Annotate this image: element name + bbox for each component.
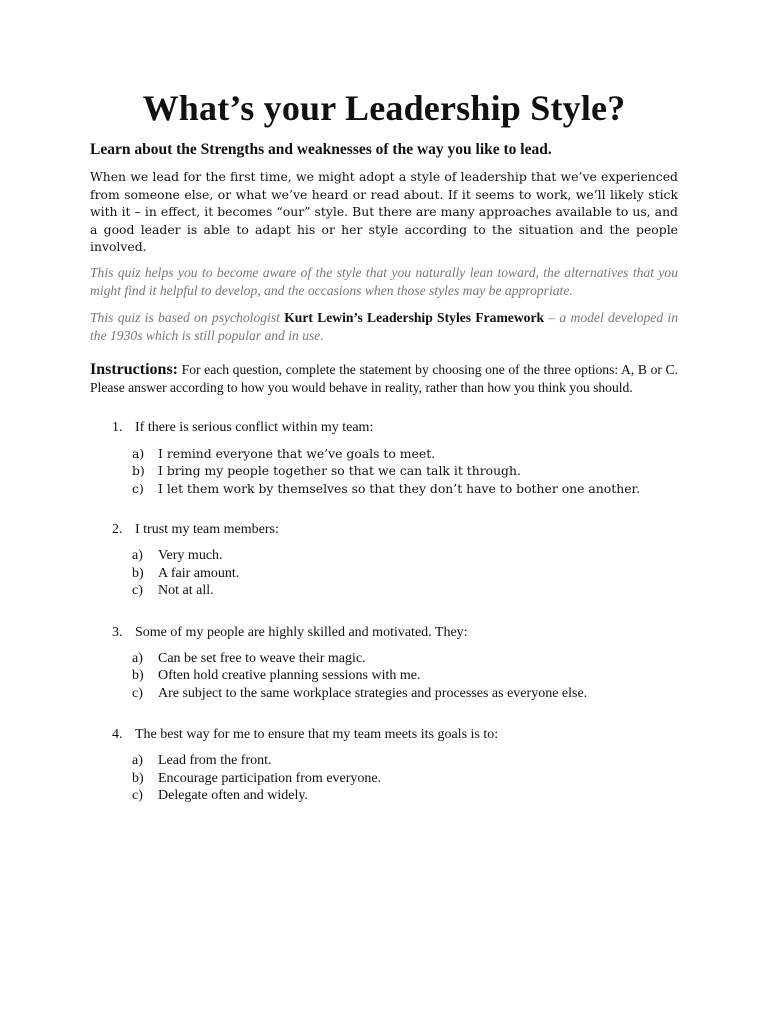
option-text: Encourage participation from everyone. xyxy=(158,770,382,786)
framework-name: Kurt Lewin’s Leadership Styles Framework xyxy=(284,309,545,325)
subtitle: Learn about the Strengths and weaknesses of the way you like to lead. xyxy=(90,141,552,158)
answer-option xyxy=(132,582,678,600)
question-item xyxy=(90,726,678,805)
option-text: Not at all. xyxy=(158,583,214,598)
option-text: Often hold creative planning sessions with me. xyxy=(158,668,421,683)
option-text: Very much. xyxy=(158,548,223,563)
intro-paragraph: When we lead for the first time, we might adopt a style of leadership that we’ve experienced from someone else, or what we’ve heard or read about. If it seems to work, we’ll likely stick with it – in effect, it becomes “our” style. But there are many approaches available to us, and a good leader is able to adapt his or her style according to the situation and the people involved. xyxy=(90,169,678,254)
option-text: I let them work by themselves so that they don’t have to bother one another. xyxy=(158,480,641,496)
quiz-basis-before: This quiz is based on psychologist xyxy=(90,309,285,325)
document-page xyxy=(90,88,678,829)
question-item xyxy=(90,624,678,703)
question-line xyxy=(90,419,678,437)
option-list xyxy=(90,650,678,703)
instructions-text: For each question, complete the statement by choosing one of the three options: A, B or C. Please answer according to how you would behave in reality, rather than how you think you should. xyxy=(90,361,678,395)
question-number: 1. xyxy=(112,419,123,435)
option-letter: a) xyxy=(132,548,143,563)
option-text: Lead from the front. xyxy=(158,753,272,768)
answer-option xyxy=(132,650,678,668)
answer-option xyxy=(132,462,678,480)
question-item xyxy=(90,521,678,600)
question-text: Some of my people are highly skilled and motivated. They: xyxy=(135,624,468,640)
option-letter: c) xyxy=(132,583,143,598)
quiz-basis-after: – a model developed in the 1930s which is still popular and in use. xyxy=(90,309,679,343)
option-text: A fair amount. xyxy=(158,565,240,581)
answer-option xyxy=(132,685,678,703)
option-letter: c) xyxy=(132,480,144,496)
answer-option xyxy=(132,770,678,788)
option-text: I bring my people together so that we can talk it through. xyxy=(158,463,521,478)
quiz-basis-paragraph xyxy=(90,309,678,346)
answer-option xyxy=(132,480,678,498)
quiz-purpose-paragraph: This quiz helps you to become aware of the style that you naturally lean toward, the alternatives that you might find it helpful to develop, and the occasions when those styles may be appropriate. xyxy=(90,264,678,298)
option-list xyxy=(90,445,678,498)
question-line xyxy=(90,521,678,539)
answer-option xyxy=(132,752,678,770)
answer-option xyxy=(132,565,678,583)
answer-option xyxy=(132,667,678,685)
option-letter: a) xyxy=(132,650,143,666)
option-text: Delegate often and widely. xyxy=(158,788,308,803)
option-letter: b) xyxy=(132,668,144,683)
option-list xyxy=(90,547,678,600)
option-letter: c) xyxy=(132,685,143,701)
option-list xyxy=(90,752,678,805)
answer-option xyxy=(132,787,678,805)
question-text: If there is serious conflict within my team: xyxy=(135,419,374,435)
question-number: 4. xyxy=(112,727,123,742)
option-letter: b) xyxy=(132,463,145,478)
page-title: What’s your Leadership Style? xyxy=(142,88,626,128)
answer-option xyxy=(132,445,678,463)
instructions-label: Instructions: xyxy=(90,360,179,378)
question-line xyxy=(90,624,678,642)
option-letter: c) xyxy=(132,788,143,803)
question-text: The best way for me to ensure that my team meets its goals is to: xyxy=(135,727,499,742)
question-text: I trust my team members: xyxy=(135,522,279,537)
answer-option xyxy=(132,547,678,565)
option-text: Can be set free to weave their magic. xyxy=(158,650,366,666)
question-number: 2. xyxy=(112,522,123,537)
option-letter: b) xyxy=(132,565,144,581)
option-letter: b) xyxy=(132,770,144,786)
option-letter: a) xyxy=(132,445,145,461)
option-text: I remind everyone that we’ve goals to meet. xyxy=(158,445,436,461)
instructions-paragraph xyxy=(90,361,678,397)
question-number: 3. xyxy=(112,624,123,640)
question-list xyxy=(90,419,678,805)
question-item xyxy=(90,419,678,498)
option-text: Are subject to the same workplace strategies and processes as everyone else. xyxy=(158,685,588,701)
option-letter: a) xyxy=(132,753,143,768)
question-line xyxy=(90,726,678,744)
